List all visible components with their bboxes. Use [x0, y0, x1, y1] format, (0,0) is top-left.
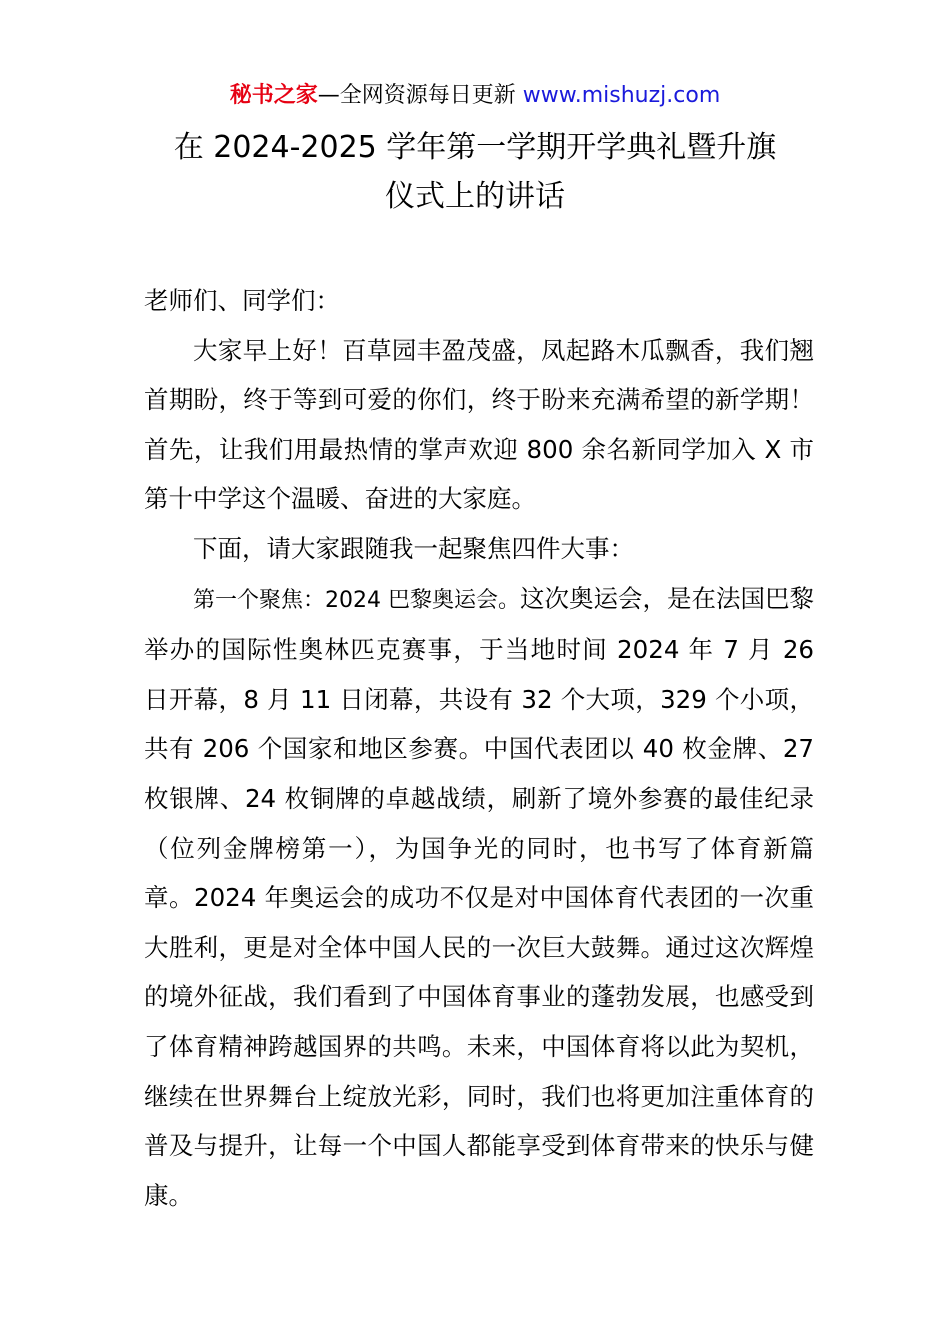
- header-tagline: —全网资源每日更新: [317, 83, 523, 108]
- paragraph-greeting: 大家早上好！百草园丰盈茂盛，凤起路木瓜飘香，我们翘首期盼，终于等到可爱的你们，终于盼来充满希望的新学期！首先，让我们用最热情的掌声欢迎 800 余名新同学加入 X 市第十中学这个温暖、奋进的大家庭。: [144, 335, 814, 514]
- salutation: 老师们、同学们：: [144, 286, 340, 315]
- focus-1-label: 第一个聚焦：2024 巴黎奥运会。: [193, 587, 520, 613]
- paragraph-intro: 下面，请大家跟随我一起聚焦四件大事：: [193, 533, 634, 563]
- document-title-line-1: 在 2024-2025 学年第一学期开学典礼暨升旗: [173, 130, 777, 165]
- document-title-line-2: 仪式上的讲话: [385, 179, 565, 214]
- focus-1-text: 这次奥运会，是在法国巴黎举办的国际性奥林匹克赛事，于当地时间 2024 年 7 月 26 日开幕，8 月 11 日闭幕，共设有 32 个大项，329 个小项，共有 206 个国家和地区参赛。中国代表团以 40 枚金牌、27 枚银牌、24 枚铜牌的卓越战绩，刷新了境外参赛的最佳纪录（位列金牌榜第一），为国争光的同时，也书写了体育新篇章。2024 年奥运会的成功不仅是对中国体育代表团的一次重大胜利，更是对全体中国人民的一次巨大鼓舞。通过这次辉煌的境外征战，我们看到了中国体育事业的蓬勃发展，也感受到了体育精神跨越国界的共鸣。未来，中国体育将以此为契机，继续在世界舞台上绽放光彩，同时，我们也将更加注重体育的普及与提升，让每一个中国人都能享受到体育带来的快乐与健康。: [144, 583, 815, 1210]
- paragraph-focus-1: [144, 574, 814, 1221]
- site-header: [0, 80, 950, 112]
- site-link[interactable]: www.mishuzj.com: [522, 83, 721, 108]
- brand-name: 秘书之家: [229, 83, 318, 108]
- document-body: [144, 276, 814, 1220]
